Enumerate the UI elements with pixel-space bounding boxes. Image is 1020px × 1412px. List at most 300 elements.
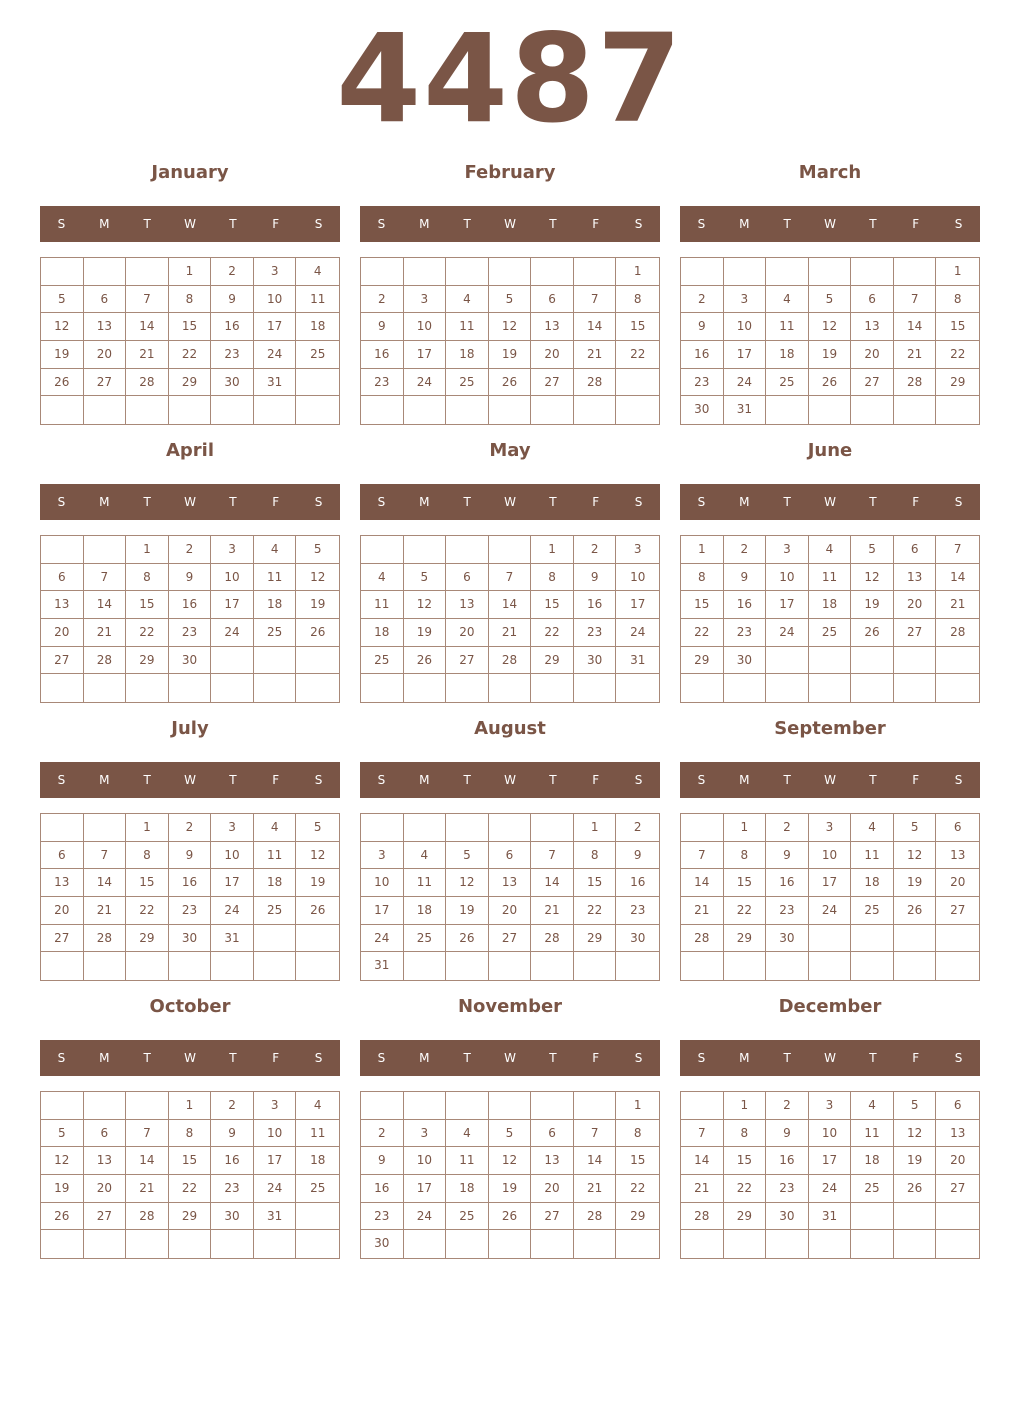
day-cell: 10: [361, 869, 404, 897]
day-cell: 24: [211, 619, 254, 647]
day-cell: 3: [361, 842, 404, 870]
weekday-label: S: [634, 217, 643, 231]
empty-cell: [681, 1092, 724, 1120]
day-cell: 2: [574, 536, 617, 564]
day-cell: 15: [616, 1147, 659, 1175]
day-cell: 15: [724, 869, 767, 897]
day-cell: 20: [446, 619, 489, 647]
weekday-label: T: [783, 217, 791, 231]
day-cell: 17: [254, 1147, 297, 1175]
day-cell: 2: [361, 1120, 404, 1148]
empty-cell: [809, 925, 852, 953]
day-cell: 30: [211, 369, 254, 397]
day-cell: 27: [936, 897, 979, 925]
day-grid: [360, 813, 660, 981]
day-cell: 27: [41, 925, 84, 953]
empty-cell: [936, 925, 979, 953]
day-cell: 29: [126, 647, 169, 675]
day-cell: 24: [809, 897, 852, 925]
day-cell: 10: [724, 313, 767, 341]
day-cell: 22: [126, 897, 169, 925]
day-cell: 24: [616, 619, 659, 647]
empty-cell: [404, 1092, 447, 1120]
day-cell: 15: [126, 591, 169, 619]
empty-cell: [724, 674, 767, 702]
day-cell: 11: [809, 564, 852, 592]
day-cell: 8: [616, 1120, 659, 1148]
day-cell: 6: [489, 842, 532, 870]
day-cell: 16: [766, 1147, 809, 1175]
day-cell: 5: [489, 1120, 532, 1148]
empty-cell: [84, 536, 127, 564]
day-cell: 25: [766, 369, 809, 397]
day-cell: 28: [489, 647, 532, 675]
day-cell: 3: [724, 286, 767, 314]
day-cell: 20: [84, 341, 127, 369]
day-cell: 7: [681, 1120, 724, 1148]
day-cell: 6: [936, 1092, 979, 1120]
empty-cell: [616, 952, 659, 980]
weekday-label: M: [739, 773, 750, 787]
day-cell: 4: [296, 258, 339, 286]
day-cell: 19: [894, 869, 937, 897]
empty-cell: [724, 1230, 767, 1258]
weekday-label: T: [783, 495, 791, 509]
empty-cell: [766, 258, 809, 286]
day-cell: 22: [126, 619, 169, 647]
weekday-label: T: [229, 217, 237, 231]
weekday-label: S: [634, 1051, 643, 1065]
day-cell: 25: [851, 1175, 894, 1203]
empty-cell: [211, 647, 254, 675]
empty-cell: [531, 674, 574, 702]
day-cell: 6: [531, 286, 574, 314]
empty-cell: [169, 396, 212, 424]
day-cell: 26: [851, 619, 894, 647]
day-cell: 15: [616, 313, 659, 341]
day-cell: 23: [169, 897, 212, 925]
day-cell: 5: [851, 536, 894, 564]
day-cell: 24: [254, 1175, 297, 1203]
day-cell: 2: [766, 1092, 809, 1120]
day-cell: 4: [361, 564, 404, 592]
day-cell: 13: [936, 1120, 979, 1148]
day-cell: 25: [296, 1175, 339, 1203]
empty-cell: [41, 396, 84, 424]
day-cell: 3: [404, 286, 447, 314]
day-cell: 14: [936, 564, 979, 592]
day-cell: 15: [724, 1147, 767, 1175]
weekday-label: F: [272, 1051, 280, 1065]
day-cell: 25: [446, 1203, 489, 1231]
weekday-label: T: [869, 773, 877, 787]
day-cell: 17: [404, 341, 447, 369]
weekday-label: T: [549, 1051, 557, 1065]
weekday-label: T: [869, 217, 877, 231]
weekday-header: [680, 484, 980, 520]
weekday-header: [680, 762, 980, 798]
day-cell: 25: [446, 369, 489, 397]
day-cell: 30: [766, 1203, 809, 1231]
empty-cell: [531, 258, 574, 286]
weekday-label: S: [377, 217, 386, 231]
day-cell: 30: [169, 647, 212, 675]
weekday-label: S: [314, 773, 323, 787]
weekday-label: T: [143, 495, 151, 509]
day-cell: 19: [809, 341, 852, 369]
empty-cell: [531, 1230, 574, 1258]
day-cell: 23: [361, 369, 404, 397]
empty-cell: [404, 814, 447, 842]
empty-cell: [211, 952, 254, 980]
day-cell: 2: [681, 286, 724, 314]
weekday-label: T: [463, 1051, 471, 1065]
empty-cell: [404, 258, 447, 286]
day-cell: 7: [681, 842, 724, 870]
day-cell: 4: [766, 286, 809, 314]
weekday-label: W: [504, 217, 516, 231]
day-cell: 20: [531, 341, 574, 369]
day-cell: 26: [894, 1175, 937, 1203]
day-grid: [40, 813, 340, 981]
empty-cell: [894, 1230, 937, 1258]
day-cell: 11: [296, 286, 339, 314]
day-cell: 16: [169, 869, 212, 897]
day-cell: 30: [211, 1203, 254, 1231]
weekday-label: S: [314, 1051, 323, 1065]
day-cell: 18: [809, 591, 852, 619]
day-cell: 17: [404, 1175, 447, 1203]
day-cell: 9: [361, 313, 404, 341]
weekday-label: M: [99, 1051, 110, 1065]
day-cell: 29: [574, 925, 617, 953]
day-cell: 23: [724, 619, 767, 647]
month-name: June: [807, 440, 853, 461]
empty-cell: [809, 674, 852, 702]
day-cell: 4: [254, 814, 297, 842]
day-cell: 11: [361, 591, 404, 619]
weekday-label: T: [869, 1051, 877, 1065]
weekday-label: S: [697, 217, 706, 231]
day-cell: 14: [681, 1147, 724, 1175]
day-grid: [360, 1091, 660, 1259]
empty-cell: [446, 674, 489, 702]
day-cell: 17: [809, 869, 852, 897]
day-cell: 1: [616, 1092, 659, 1120]
empty-cell: [851, 1203, 894, 1231]
day-cell: 26: [809, 369, 852, 397]
day-cell: 25: [361, 647, 404, 675]
empty-cell: [446, 1230, 489, 1258]
empty-cell: [254, 647, 297, 675]
day-cell: 14: [531, 869, 574, 897]
empty-cell: [126, 258, 169, 286]
empty-cell: [84, 674, 127, 702]
day-cell: 31: [809, 1203, 852, 1231]
day-cell: 13: [41, 869, 84, 897]
weekday-header: [680, 1040, 980, 1076]
day-cell: 8: [126, 564, 169, 592]
day-cell: 11: [851, 842, 894, 870]
day-cell: 16: [681, 341, 724, 369]
empty-cell: [489, 952, 532, 980]
day-cell: 3: [809, 814, 852, 842]
day-cell: 27: [894, 619, 937, 647]
day-cell: 26: [489, 1203, 532, 1231]
day-cell: 29: [681, 647, 724, 675]
day-cell: 2: [211, 258, 254, 286]
day-cell: 21: [531, 897, 574, 925]
empty-cell: [766, 396, 809, 424]
empty-cell: [489, 1230, 532, 1258]
weekday-label: F: [592, 217, 600, 231]
empty-cell: [296, 925, 339, 953]
empty-cell: [894, 674, 937, 702]
day-cell: 13: [936, 842, 979, 870]
empty-cell: [809, 258, 852, 286]
day-cell: 5: [894, 814, 937, 842]
weekday-label: W: [824, 217, 836, 231]
empty-cell: [41, 952, 84, 980]
day-cell: 23: [766, 897, 809, 925]
day-cell: 10: [809, 842, 852, 870]
day-cell: 11: [766, 313, 809, 341]
day-cell: 29: [169, 1203, 212, 1231]
day-cell: 27: [531, 369, 574, 397]
day-cell: 1: [126, 814, 169, 842]
empty-cell: [84, 258, 127, 286]
day-cell: 22: [531, 619, 574, 647]
day-cell: 20: [41, 619, 84, 647]
day-cell: 22: [724, 1175, 767, 1203]
day-cell: 7: [894, 286, 937, 314]
day-cell: 6: [446, 564, 489, 592]
day-cell: 29: [724, 1203, 767, 1231]
day-cell: 13: [489, 869, 532, 897]
empty-cell: [531, 952, 574, 980]
day-cell: 13: [446, 591, 489, 619]
empty-cell: [296, 1230, 339, 1258]
day-cell: 7: [126, 286, 169, 314]
day-cell: 19: [489, 1175, 532, 1203]
day-cell: 8: [681, 564, 724, 592]
weekday-label: M: [739, 495, 750, 509]
day-cell: 1: [616, 258, 659, 286]
day-cell: 3: [809, 1092, 852, 1120]
day-cell: 19: [41, 1175, 84, 1203]
day-cell: 27: [446, 647, 489, 675]
day-cell: 2: [169, 814, 212, 842]
day-cell: 7: [126, 1120, 169, 1148]
day-cell: 17: [361, 897, 404, 925]
day-cell: 14: [126, 1147, 169, 1175]
day-cell: 11: [254, 842, 297, 870]
weekday-label: T: [783, 1051, 791, 1065]
day-cell: 14: [126, 313, 169, 341]
day-cell: 20: [894, 591, 937, 619]
empty-cell: [169, 674, 212, 702]
empty-cell: [681, 814, 724, 842]
day-cell: 26: [489, 369, 532, 397]
weekday-label: F: [912, 1051, 920, 1065]
day-cell: 19: [446, 897, 489, 925]
day-cell: 21: [681, 1175, 724, 1203]
day-cell: 20: [489, 897, 532, 925]
empty-cell: [296, 369, 339, 397]
weekday-label: S: [57, 773, 66, 787]
day-cell: 17: [809, 1147, 852, 1175]
day-cell: 8: [169, 1120, 212, 1148]
day-cell: 27: [851, 369, 894, 397]
empty-cell: [531, 396, 574, 424]
day-cell: 5: [296, 814, 339, 842]
empty-cell: [766, 647, 809, 675]
weekday-label: S: [954, 495, 963, 509]
day-cell: 23: [211, 341, 254, 369]
day-cell: 16: [361, 341, 404, 369]
day-cell: 10: [766, 564, 809, 592]
day-cell: 10: [404, 1147, 447, 1175]
day-cell: 4: [851, 814, 894, 842]
empty-cell: [404, 952, 447, 980]
day-cell: 8: [126, 842, 169, 870]
day-cell: 2: [616, 814, 659, 842]
empty-cell: [169, 1230, 212, 1258]
empty-cell: [574, 258, 617, 286]
empty-cell: [404, 536, 447, 564]
empty-cell: [489, 258, 532, 286]
empty-cell: [616, 674, 659, 702]
weekday-label: F: [912, 495, 920, 509]
day-cell: 21: [126, 341, 169, 369]
empty-cell: [489, 814, 532, 842]
day-cell: 20: [936, 1147, 979, 1175]
day-cell: 7: [574, 1120, 617, 1148]
empty-cell: [489, 674, 532, 702]
empty-cell: [851, 674, 894, 702]
weekday-label: S: [377, 1051, 386, 1065]
empty-cell: [296, 674, 339, 702]
day-cell: 31: [724, 396, 767, 424]
day-cell: 15: [681, 591, 724, 619]
day-cell: 21: [894, 341, 937, 369]
weekday-header: [360, 1040, 660, 1076]
empty-cell: [936, 1230, 979, 1258]
empty-cell: [851, 647, 894, 675]
day-cell: 12: [894, 842, 937, 870]
empty-cell: [211, 674, 254, 702]
weekday-label: T: [783, 773, 791, 787]
day-cell: 16: [766, 869, 809, 897]
empty-cell: [296, 647, 339, 675]
empty-cell: [809, 647, 852, 675]
weekday-header: [360, 762, 660, 798]
day-cell: 17: [254, 313, 297, 341]
day-cell: 17: [616, 591, 659, 619]
day-cell: 7: [574, 286, 617, 314]
day-cell: 1: [169, 1092, 212, 1120]
day-cell: 5: [809, 286, 852, 314]
day-cell: 31: [254, 369, 297, 397]
day-cell: 6: [41, 842, 84, 870]
empty-cell: [894, 647, 937, 675]
weekday-header: [40, 484, 340, 520]
day-cell: 18: [254, 869, 297, 897]
day-cell: 24: [361, 925, 404, 953]
day-cell: 24: [254, 341, 297, 369]
day-cell: 23: [361, 1203, 404, 1231]
empty-cell: [936, 396, 979, 424]
day-cell: 15: [169, 313, 212, 341]
weekday-label: T: [463, 773, 471, 787]
weekday-label: S: [314, 217, 323, 231]
empty-cell: [361, 536, 404, 564]
day-cell: 27: [489, 925, 532, 953]
day-cell: 27: [84, 1203, 127, 1231]
day-cell: 7: [531, 842, 574, 870]
day-cell: 26: [296, 897, 339, 925]
day-cell: 23: [574, 619, 617, 647]
day-cell: 20: [936, 869, 979, 897]
day-cell: 24: [766, 619, 809, 647]
day-cell: 16: [616, 869, 659, 897]
day-cell: 7: [84, 842, 127, 870]
day-cell: 26: [41, 369, 84, 397]
day-grid: [40, 535, 340, 703]
weekday-label: W: [824, 1051, 836, 1065]
weekday-label: T: [549, 773, 557, 787]
day-cell: 29: [936, 369, 979, 397]
day-grid: [680, 257, 980, 425]
day-cell: 16: [211, 313, 254, 341]
day-cell: 5: [41, 286, 84, 314]
day-cell: 10: [254, 1120, 297, 1148]
weekday-label: S: [697, 1051, 706, 1065]
weekday-label: M: [419, 773, 430, 787]
empty-cell: [211, 396, 254, 424]
weekday-label: T: [463, 217, 471, 231]
day-cell: 5: [446, 842, 489, 870]
day-cell: 9: [169, 842, 212, 870]
day-cell: 30: [766, 925, 809, 953]
day-cell: 27: [936, 1175, 979, 1203]
day-cell: 24: [724, 369, 767, 397]
day-grid: [680, 1091, 980, 1259]
empty-cell: [84, 952, 127, 980]
weekday-header: [40, 1040, 340, 1076]
empty-cell: [766, 952, 809, 980]
empty-cell: [936, 1203, 979, 1231]
weekday-label: M: [739, 1051, 750, 1065]
empty-cell: [126, 396, 169, 424]
day-cell: 25: [851, 897, 894, 925]
day-cell: 1: [126, 536, 169, 564]
day-cell: 18: [361, 619, 404, 647]
day-grid: [360, 535, 660, 703]
weekday-header: [360, 484, 660, 520]
day-cell: 21: [574, 1175, 617, 1203]
month-name: February: [464, 162, 556, 183]
day-cell: 22: [724, 897, 767, 925]
day-cell: 30: [724, 647, 767, 675]
month-name: April: [165, 440, 215, 461]
day-cell: 6: [84, 1120, 127, 1148]
day-cell: 4: [404, 842, 447, 870]
day-cell: 17: [211, 591, 254, 619]
weekday-label: F: [272, 773, 280, 787]
month-name: July: [171, 718, 209, 739]
day-cell: 30: [361, 1230, 404, 1258]
